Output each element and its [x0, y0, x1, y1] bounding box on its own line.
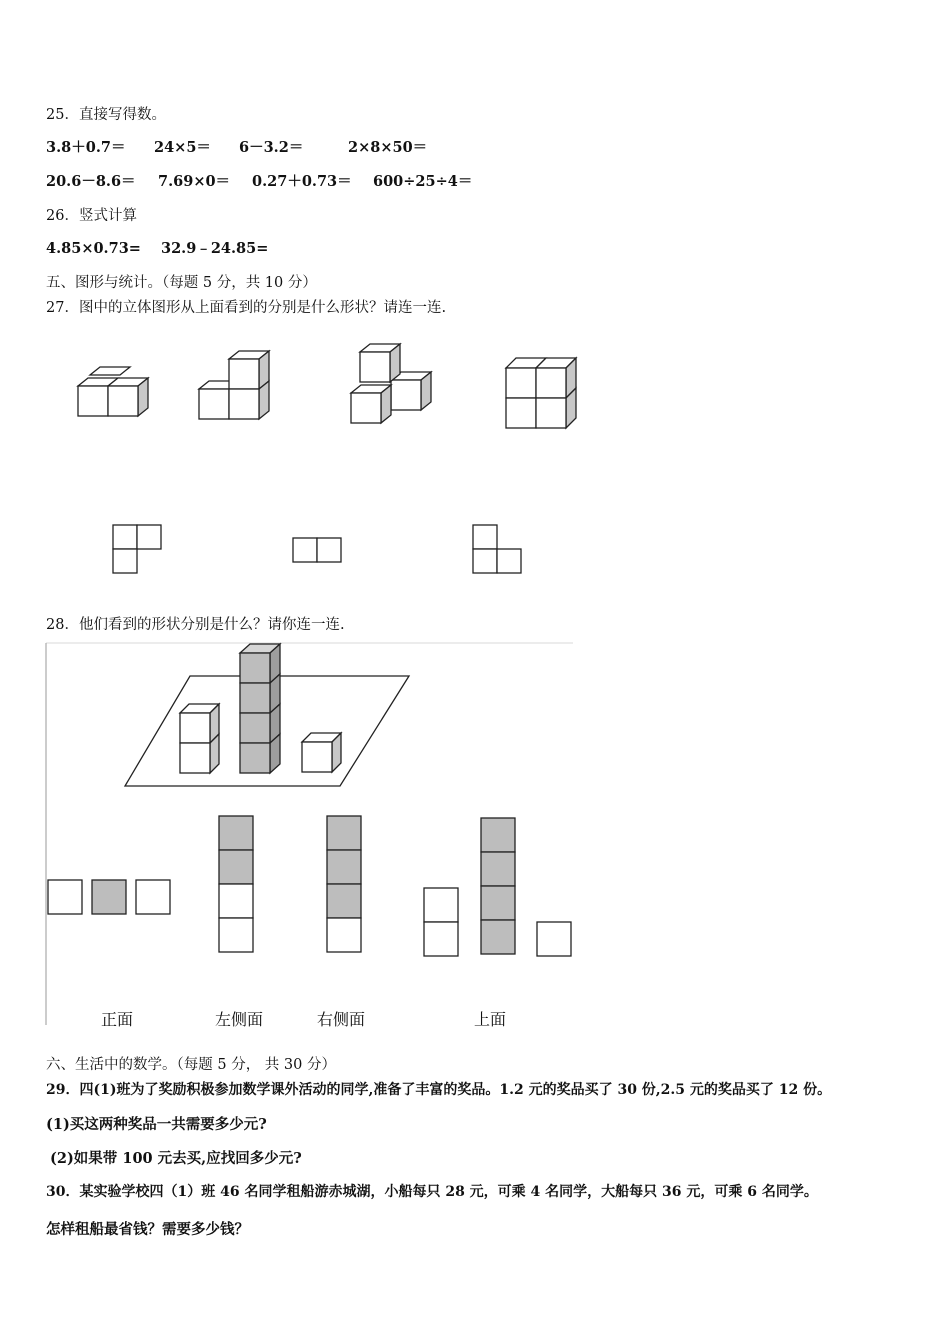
top-view-option-1 — [113, 525, 161, 573]
q30-part1: 怎样租船最省钱？需要多少钱？ — [46, 1221, 249, 1238]
view-option-right — [327, 816, 361, 952]
q29-part1: (1)买这两种奖品一共需要多少元? — [46, 1116, 267, 1133]
section-5-title: 五、图形与统计。（每题 5 分，共 10 分） — [46, 275, 317, 291]
q25-row2 — [46, 170, 472, 191]
top-view-option-3 — [473, 525, 521, 573]
label-top: 上面 — [474, 1010, 507, 1029]
q26-item: 4.85×0.73= — [46, 240, 141, 257]
q25-item: 2×8×50＝ — [348, 139, 428, 156]
q25-item: 6－3.2＝ — [239, 139, 304, 156]
q25-title: 25．直接写得数。 — [46, 107, 166, 123]
white-stack-2 — [180, 704, 219, 773]
q25-item: 24×5＝ — [154, 139, 211, 156]
q25-item: 20.6－8.6＝ — [46, 173, 136, 190]
solid-figure-4 — [506, 358, 576, 428]
label-left-side: 左侧面 — [215, 1010, 264, 1029]
q25-row1 — [46, 136, 427, 157]
q28-title: 28．他们看到的形状分别是什么？请你连一连. — [46, 617, 345, 633]
solid-figure-3 — [351, 344, 431, 423]
solid-figure-1 — [78, 367, 148, 416]
white-cube-1 — [302, 733, 341, 772]
q29-part2: (2)如果带 100 元去买,应找回多少元? — [50, 1150, 302, 1167]
q29-title: 29．四(1)班为了奖励积极参加数学课外活动的同学,准备了丰富的奖品。1.2 元的奖品买了 30 份,2.5 元的奖品买了 12 份。 — [46, 1082, 832, 1098]
q26-row — [46, 237, 268, 258]
view-option-top — [424, 818, 571, 956]
q25-item: 7.69×0＝ — [158, 173, 231, 190]
q25-item: 600÷25÷4＝ — [373, 173, 473, 190]
solid-figure-2 — [199, 351, 269, 419]
q27-solids — [60, 335, 600, 445]
q30-title: 30．某实验学校四（1）班 46 名同学租船游赤城湖，小船每只 28 元，可乘 4 名同学，大船每只 36 元，可乘 6 名同学。 — [46, 1184, 818, 1200]
q27-top-views — [100, 518, 540, 580]
q25-item: 0.27＋0.73＝ — [252, 173, 352, 190]
label-front: 正面 — [101, 1010, 134, 1029]
q27-title: 27．图中的立体图形从上面看到的分别是什么形状？请连一连. — [46, 300, 447, 316]
q26-item: 32.9﹣24.85= — [161, 240, 269, 257]
q26-title: 26．竖式计算 — [46, 208, 137, 224]
view-option-front — [48, 880, 170, 914]
label-right-side: 右侧面 — [317, 1010, 366, 1029]
q28-figure — [40, 640, 580, 1030]
q25-item: 3.8＋0.7＝ — [46, 139, 126, 156]
top-view-option-2 — [293, 538, 341, 562]
grey-stack-4 — [240, 644, 280, 773]
section-6-title: 六、生活中的数学。（每题 5 分， 共 30 分） — [46, 1057, 336, 1073]
view-option-left — [219, 816, 253, 952]
